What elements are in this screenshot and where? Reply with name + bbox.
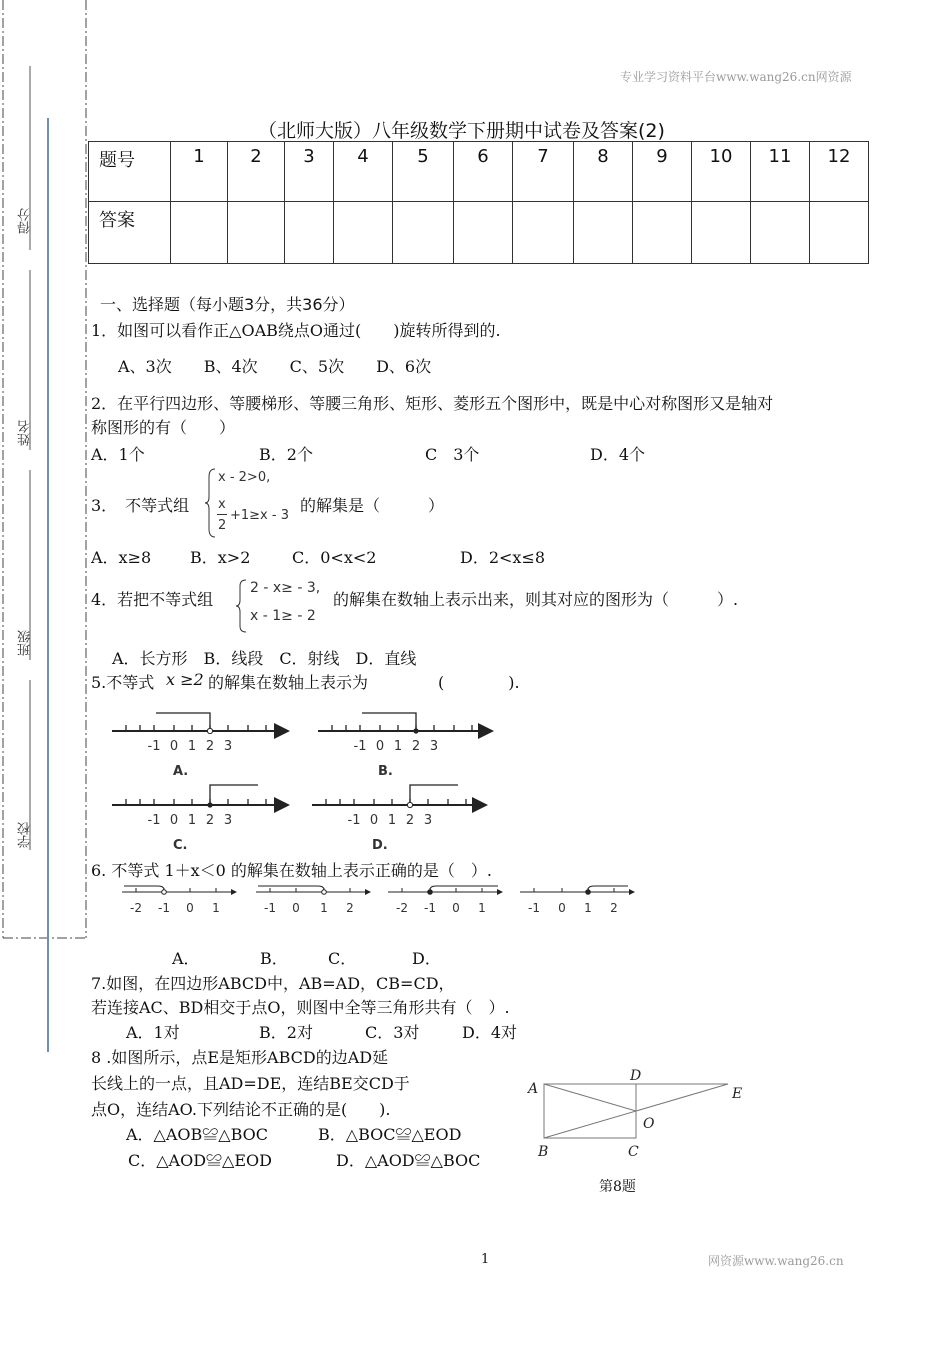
answer-cell[interactable]	[171, 202, 228, 264]
question-2-option-d: D．4个	[590, 445, 646, 464]
question-3-ineq-1: x - 2>0,	[218, 470, 271, 485]
question-8-option-d: D．△AOD≌△BOC	[336, 1151, 481, 1170]
answer-cell[interactable]	[454, 202, 513, 264]
question-7-line1: 7.如图，在四边形ABCD中，AB=AD，CB=CD，	[91, 974, 455, 993]
number-line-c	[112, 785, 288, 808]
tick-label: 3	[223, 813, 233, 828]
page-title: （北师大版）八年级数学下册期中试卷及答案(2)	[258, 120, 665, 142]
question-4-tail: 的解集在数轴上表示出来，则其对应的图形为（ ）.	[333, 590, 739, 609]
question-6-label-d: D．	[412, 949, 441, 968]
tick-label: 1	[584, 901, 592, 915]
question-6-label-c: C．	[328, 949, 357, 968]
answer-cell[interactable]	[228, 202, 285, 264]
tick-label: -1	[528, 901, 540, 915]
option-label-b: B.	[378, 764, 393, 779]
tick-label: 1	[478, 901, 486, 915]
question-6-stem: 6. 不等式 1＋x＜0 的解集在数轴上表示正确的是（ ）.	[91, 861, 492, 880]
section-heading: 一、选择题（每小题3分，共36分）	[100, 295, 355, 314]
question-2-stem-line2: 称图形的有（ ）	[91, 418, 236, 437]
answer-table-number: 10	[692, 142, 751, 202]
question-7-option-d: D．4对	[462, 1023, 518, 1042]
question-1-stem: 1．如图可以看作正△OAB绕点O通过( )旋转所得到的.	[91, 321, 501, 340]
question-2-option-c: C 3个	[425, 445, 480, 464]
question-5-stem-a: 5.不等式	[91, 673, 155, 692]
tick-label: -2	[130, 901, 142, 915]
question-5-number-lines	[108, 705, 508, 855]
answer-cell[interactable]	[810, 202, 869, 264]
answer-table-number: 1	[171, 142, 228, 202]
number-line-d	[312, 785, 486, 808]
tick-label: 2	[205, 813, 215, 828]
point-label-a: A	[528, 1081, 539, 1097]
question-3-option-b: B．x>2	[190, 548, 251, 567]
tick-label: 1	[187, 739, 197, 754]
tick-label: 1	[320, 901, 328, 915]
side-label-score: 得分	[18, 208, 33, 234]
point-label-b: B	[538, 1144, 549, 1160]
question-8-option-a: A．△AOB≌△BOC	[126, 1125, 269, 1144]
page-number: 1	[481, 1252, 490, 1267]
question-4-ineq-1: 2 - x≥ - 3,	[250, 580, 321, 596]
question-2-option-a: A．1个	[91, 445, 145, 464]
question-2-stem-line1: 2．在平行四边形、等腰梯形、等腰三角形、矩形、菱形五个图形中，既是中心对称图形又是轴对	[91, 394, 774, 413]
side-label-school: 学校	[18, 822, 33, 848]
answer-cell[interactable]	[393, 202, 454, 264]
question-7-option-b: B．2对	[259, 1023, 313, 1042]
question-3-tail: 的解集是（ ）	[300, 496, 445, 515]
tick-label: -1	[147, 739, 161, 754]
tick-label: 3	[429, 739, 439, 754]
tick-label: -2	[396, 901, 408, 915]
answer-table-number: 3	[285, 142, 334, 202]
question-3-ineq-2-rest: +1≥x - 3	[230, 508, 289, 523]
question-6-number-lines	[118, 878, 648, 920]
tick-label: 1	[387, 813, 397, 828]
tick-label: 2	[405, 813, 415, 828]
question-5-stem-b: 的解集在数轴上表示为	[208, 673, 369, 692]
tick-label: 2	[205, 739, 215, 754]
question-7-option-c: C．3对	[365, 1023, 420, 1042]
tick-label: -1	[264, 901, 276, 915]
answer-cell[interactable]	[574, 202, 633, 264]
question-3-option-d: D．2<x≤8	[460, 548, 546, 567]
option-label-c: C.	[173, 838, 188, 853]
tick-label: -1	[147, 813, 161, 828]
question-8-option-c: C．△AOD≌△EOD	[128, 1151, 272, 1170]
question-4-lead: 4．若把不等式组	[91, 590, 214, 609]
answer-table-number-label: 题号	[89, 142, 171, 202]
question-8-option-b: B．△BOC≌△EOD	[318, 1125, 462, 1144]
point-label-c: C	[628, 1144, 639, 1160]
binding-margin	[0, 0, 95, 1060]
question-3-option-a: A．x≥8	[91, 548, 152, 567]
answer-table-number: 12	[810, 142, 869, 202]
number-line-b	[318, 713, 492, 734]
answer-table	[88, 141, 869, 264]
answer-table-number: 4	[334, 142, 393, 202]
question-8-line1: 8 .如图所示，点E是矩形ABCD的边AD延	[91, 1048, 389, 1067]
tick-label: 3	[223, 739, 233, 754]
answer-cell[interactable]	[633, 202, 692, 264]
question-8-figure	[520, 1064, 750, 1164]
question-6-label-b: B．	[260, 949, 288, 968]
answer-cell[interactable]	[334, 202, 393, 264]
side-label-name: 姓名	[18, 420, 33, 446]
side-label-class: 班级	[18, 630, 33, 656]
tick-label: -1	[424, 901, 436, 915]
tick-label: 1	[187, 813, 197, 828]
header-watermark: 专业学习资料平台www.wang26.cn网资源	[620, 70, 852, 84]
tick-label: 2	[610, 901, 618, 915]
fraction-bar	[217, 514, 227, 515]
question-8-line3: 点O，连结AO.下列结论不正确的是( ).	[91, 1100, 391, 1119]
tick-label: 0	[169, 813, 179, 828]
option-label-a: A.	[173, 764, 189, 779]
tick-label: 1	[212, 901, 220, 915]
answer-table-number: 9	[633, 142, 692, 202]
tick-label: -1	[347, 813, 361, 828]
answer-cell[interactable]	[692, 202, 751, 264]
tick-label: 3	[423, 813, 433, 828]
tick-label: 0	[169, 739, 179, 754]
question-4-brace	[234, 578, 248, 634]
tick-label: -1	[353, 739, 367, 754]
tick-label: 0	[375, 739, 385, 754]
point-label-e: E	[732, 1086, 743, 1102]
answer-cell[interactable]	[751, 202, 810, 264]
tick-label: 0	[558, 901, 566, 915]
answer-table-number: 7	[513, 142, 574, 202]
footer-watermark: 网资源www.wang26.cn	[708, 1254, 844, 1268]
answer-table-number: 8	[574, 142, 633, 202]
tick-label: -1	[158, 901, 170, 915]
figure-caption: 第8题	[599, 1179, 636, 1195]
tick-label: 0	[452, 901, 460, 915]
question-2-option-b: B．2个	[259, 445, 313, 464]
question-4-options: A．长方形 B．线段 C．射线 D．直线	[112, 649, 417, 668]
tick-label: 1	[393, 739, 403, 754]
option-label-d: D.	[372, 838, 388, 853]
point-label-d: D	[630, 1068, 642, 1084]
answer-cell[interactable]	[285, 202, 334, 264]
answer-cell[interactable]	[513, 202, 574, 264]
question-7-option-a: A．1对	[126, 1023, 180, 1042]
answer-table-number: 6	[454, 142, 513, 202]
tick-label: 0	[292, 901, 300, 915]
question-3-lead: 3． 不等式组	[91, 496, 190, 515]
answer-table-number: 11	[751, 142, 810, 202]
question-4-ineq-2: x - 1≥ - 2	[250, 608, 316, 624]
tick-label: 0	[369, 813, 379, 828]
tick-label: 2	[411, 739, 421, 754]
point-label-o: O	[643, 1116, 655, 1132]
answer-table-number: 2	[228, 142, 285, 202]
question-7-line2: 若连接AC、BD相交于点O，则图中全等三角形共有（ ）.	[91, 998, 510, 1017]
question-5-inequality: x ≥2	[166, 670, 204, 689]
question-5-paren: ( ).	[438, 673, 520, 692]
answer-table-number: 5	[393, 142, 454, 202]
answer-table-answer-label: 答案	[89, 202, 171, 264]
question-3-frac-den: 2	[218, 518, 227, 533]
tick-label: 2	[346, 901, 354, 915]
tick-label: 0	[186, 901, 194, 915]
question-6-label-a: A．	[172, 949, 200, 968]
question-8-line2: 长线上的一点，且AD=DE，连结BE交CD于	[91, 1074, 410, 1093]
question-3-frac-num: x	[218, 497, 226, 512]
question-3-brace	[203, 467, 217, 539]
question-3-option-c: C．0<x<2	[292, 548, 377, 567]
number-line-a	[112, 713, 288, 734]
question-1-options: A、3次 B、4次 C、5次 D、6次	[118, 357, 432, 376]
